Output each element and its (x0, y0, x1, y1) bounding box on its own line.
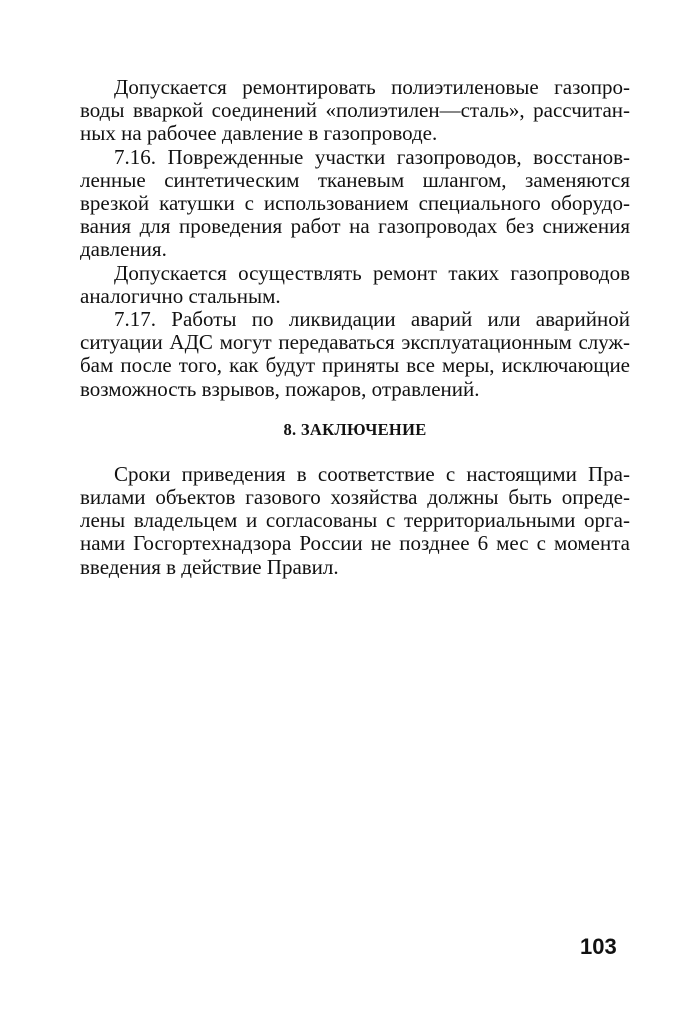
paragraph-7-17: 7.17. Работы по ликвидации аварий или аварийной ситуации АДС могут передаваться эксплуатационным службам после того, как будут приняты все меры, исключающие возможность взрывов, пожаров, отравлений. (80, 307, 630, 401)
paragraph-repair-similar: Допускается осуществлять ремонт таких газопроводов аналогично стальным. (80, 260, 630, 308)
section-heading: 8. ЗАКЛЮЧЕНИЕ (283, 419, 427, 439)
paragraph-7-16: 7.16. Поврежденные участки газопроводов, восстановленные синтетическим тканевым шлангом, заменяются врезкой катушки с использованием специального оборудования для проведения работ на газопроводах без снижения давления. (80, 144, 630, 262)
page-body (80, 76, 630, 579)
paragraph-repair-polyethylene: Допускается ремонтировать полиэтиленовые газопроводы вваркой соединений «полиэтилен—сталь», рассчитанных на рабочее давление в газопроводе. (80, 75, 630, 146)
page-number: 103 (580, 934, 617, 959)
paragraph-conclusion: Сроки приведения в соответствие с настоящими Правилами объектов газового хозяйства должны быть определены владельцем и согласованы с территориальными органами Госгортехнадзора России не позднее 6 мес с момента введения в действие Правил. (80, 461, 630, 579)
